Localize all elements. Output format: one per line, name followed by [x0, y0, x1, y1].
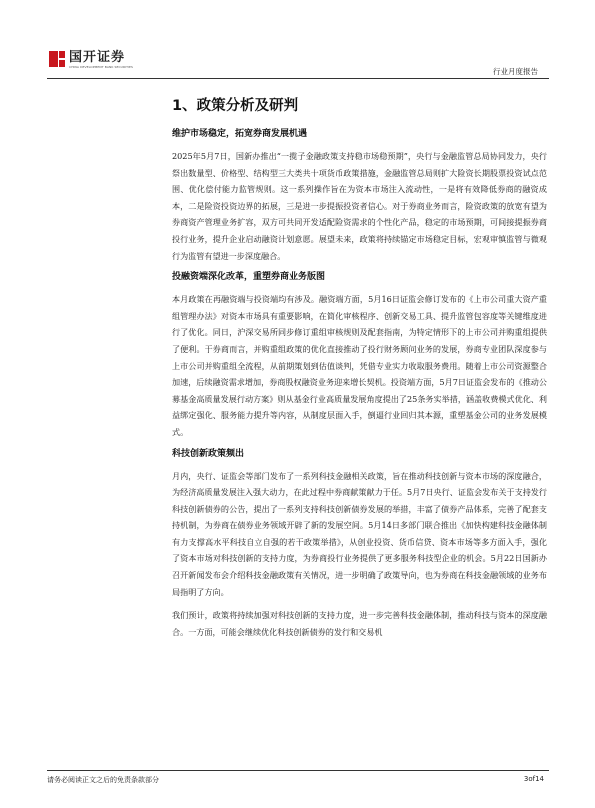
brand-name-en: CHINA DEVELOPMENT BANK SECURITIES	[69, 65, 134, 69]
section-body	[172, 128, 547, 647]
logo-icon	[49, 51, 65, 67]
body-paragraph: 我们预计，政策将持续加强对科技创新的支持力度，进一步完善科技金融体制，推动科技与资本的深度融合。一方面，可能会继续优化科技创新债券的发行和交易机	[172, 610, 547, 637]
footer-divider	[47, 770, 549, 771]
footer-disclaimer: 请务必阅读正文之后的免责条款部分	[47, 776, 159, 784]
subsection-heading: 科技创新政策频出	[172, 448, 245, 459]
brand-name-cn: 国开证券	[69, 50, 126, 65]
subsection-heading: 投融资端深化改革，重塑券商业务版图	[172, 272, 326, 283]
body-paragraph: 月内，央行、证监会等部门发布了一系列科技金融相关政策，旨在推动科技创新与资本市场的深度融合，为经济高质量发展注入强大动力，在此过程中券商献策献力于任。5月7日央行、证监会发布关于支持发行科技创新债券的公告，提出了一系列支持科技创新债券发展的举措，丰富了债券产品体系，完善了配套支持机制，为券商在债券业务领域开辟了新的发展空间。5月14日多部门联合推出《加快构建科技金融体制有力支撑高水平科技自立自强的若干政策举措》，从创业投资、货币信贷、资本市场等多方面入手，强化了资本市场对科技创新的支持力度，为券商投行业务提供了更多服务科技型企业的机会。5月22日国新办召开新闻发布会介绍科技金融政策有关情况，进一步明确了政策导向，也为券商在科技金融领域的业务布局指明了方向。	[172, 470, 547, 597]
report-type-label: 行业月度报告	[493, 67, 538, 76]
body-paragraph: 2025年5月7日，国新办推出“一揽子金融政策支持稳市场稳预期”，央行与金融监管总局协同发力，央行祭出数量型、价格型、结构型三大类共十项货币政策措施，金融监管总局则扩大险资长期股票投资试点范围、优化偿付能力监管规则。这一系列操作旨在为资本市场注入流动性，一是将有效降低券商的融资成本，二是险资投资边界的拓展，三是进一步提振投资者信心。对于券商业务而言，险资政策的放宽有望为券商资产管理业务扩容，双方可共同开发适配险资需求的个性化产品，稳定的市场预期，可间接提振券商投行业务，提升企业启动融资计划意愿。展望未来，政策将持续锚定市场稳定目标，宏观审慎监管与微观行为监管有望进一步深度融合。	[172, 151, 547, 261]
subsection-heading: 维护市场稳定，拓宽券商发展机遇	[172, 129, 308, 139]
body-paragraph: 本月政策在再融资端与投资端均有涉及。融资端方面，5月16日证监会修订发布的《上市公司重大资产重组管理办法》对资本市场具有重要影响，在简化审核程序、创新交易工具、提升监管包容度等关键维度进行了优化。同日，沪深交易所同步修订重组审核规则及配套指南，为特定情形下的上市公司并购重组提供了便利。于券商而言，并购重组政策的优化直接推动了投行财务顾问业务的发展，券商专业团队深度参与上市公司并购重组全流程，从前期策划到估值谈判，凭借专业实力收取服务费用。随着上市公司资源整合加速，后续融资需求增加，券商股权融资业务迎来增长契机。投资端方面，5月7日证监会发布的《推动公募基金高质量发展行动方案》则从基金行业高质量发展角度提出了25条务实举措，涵盖收费模式优化、利益绑定强化、服务能力提升等内容，从制度层面入手，倒逼行业回归其本源，重塑基金公司的业务发展模式。	[172, 294, 547, 437]
section-title: 1、政策分析及研判	[172, 98, 299, 114]
logo-text	[69, 50, 133, 69]
company-logo	[49, 50, 133, 69]
header-divider	[47, 78, 549, 79]
page-number: 3of14	[523, 775, 544, 783]
